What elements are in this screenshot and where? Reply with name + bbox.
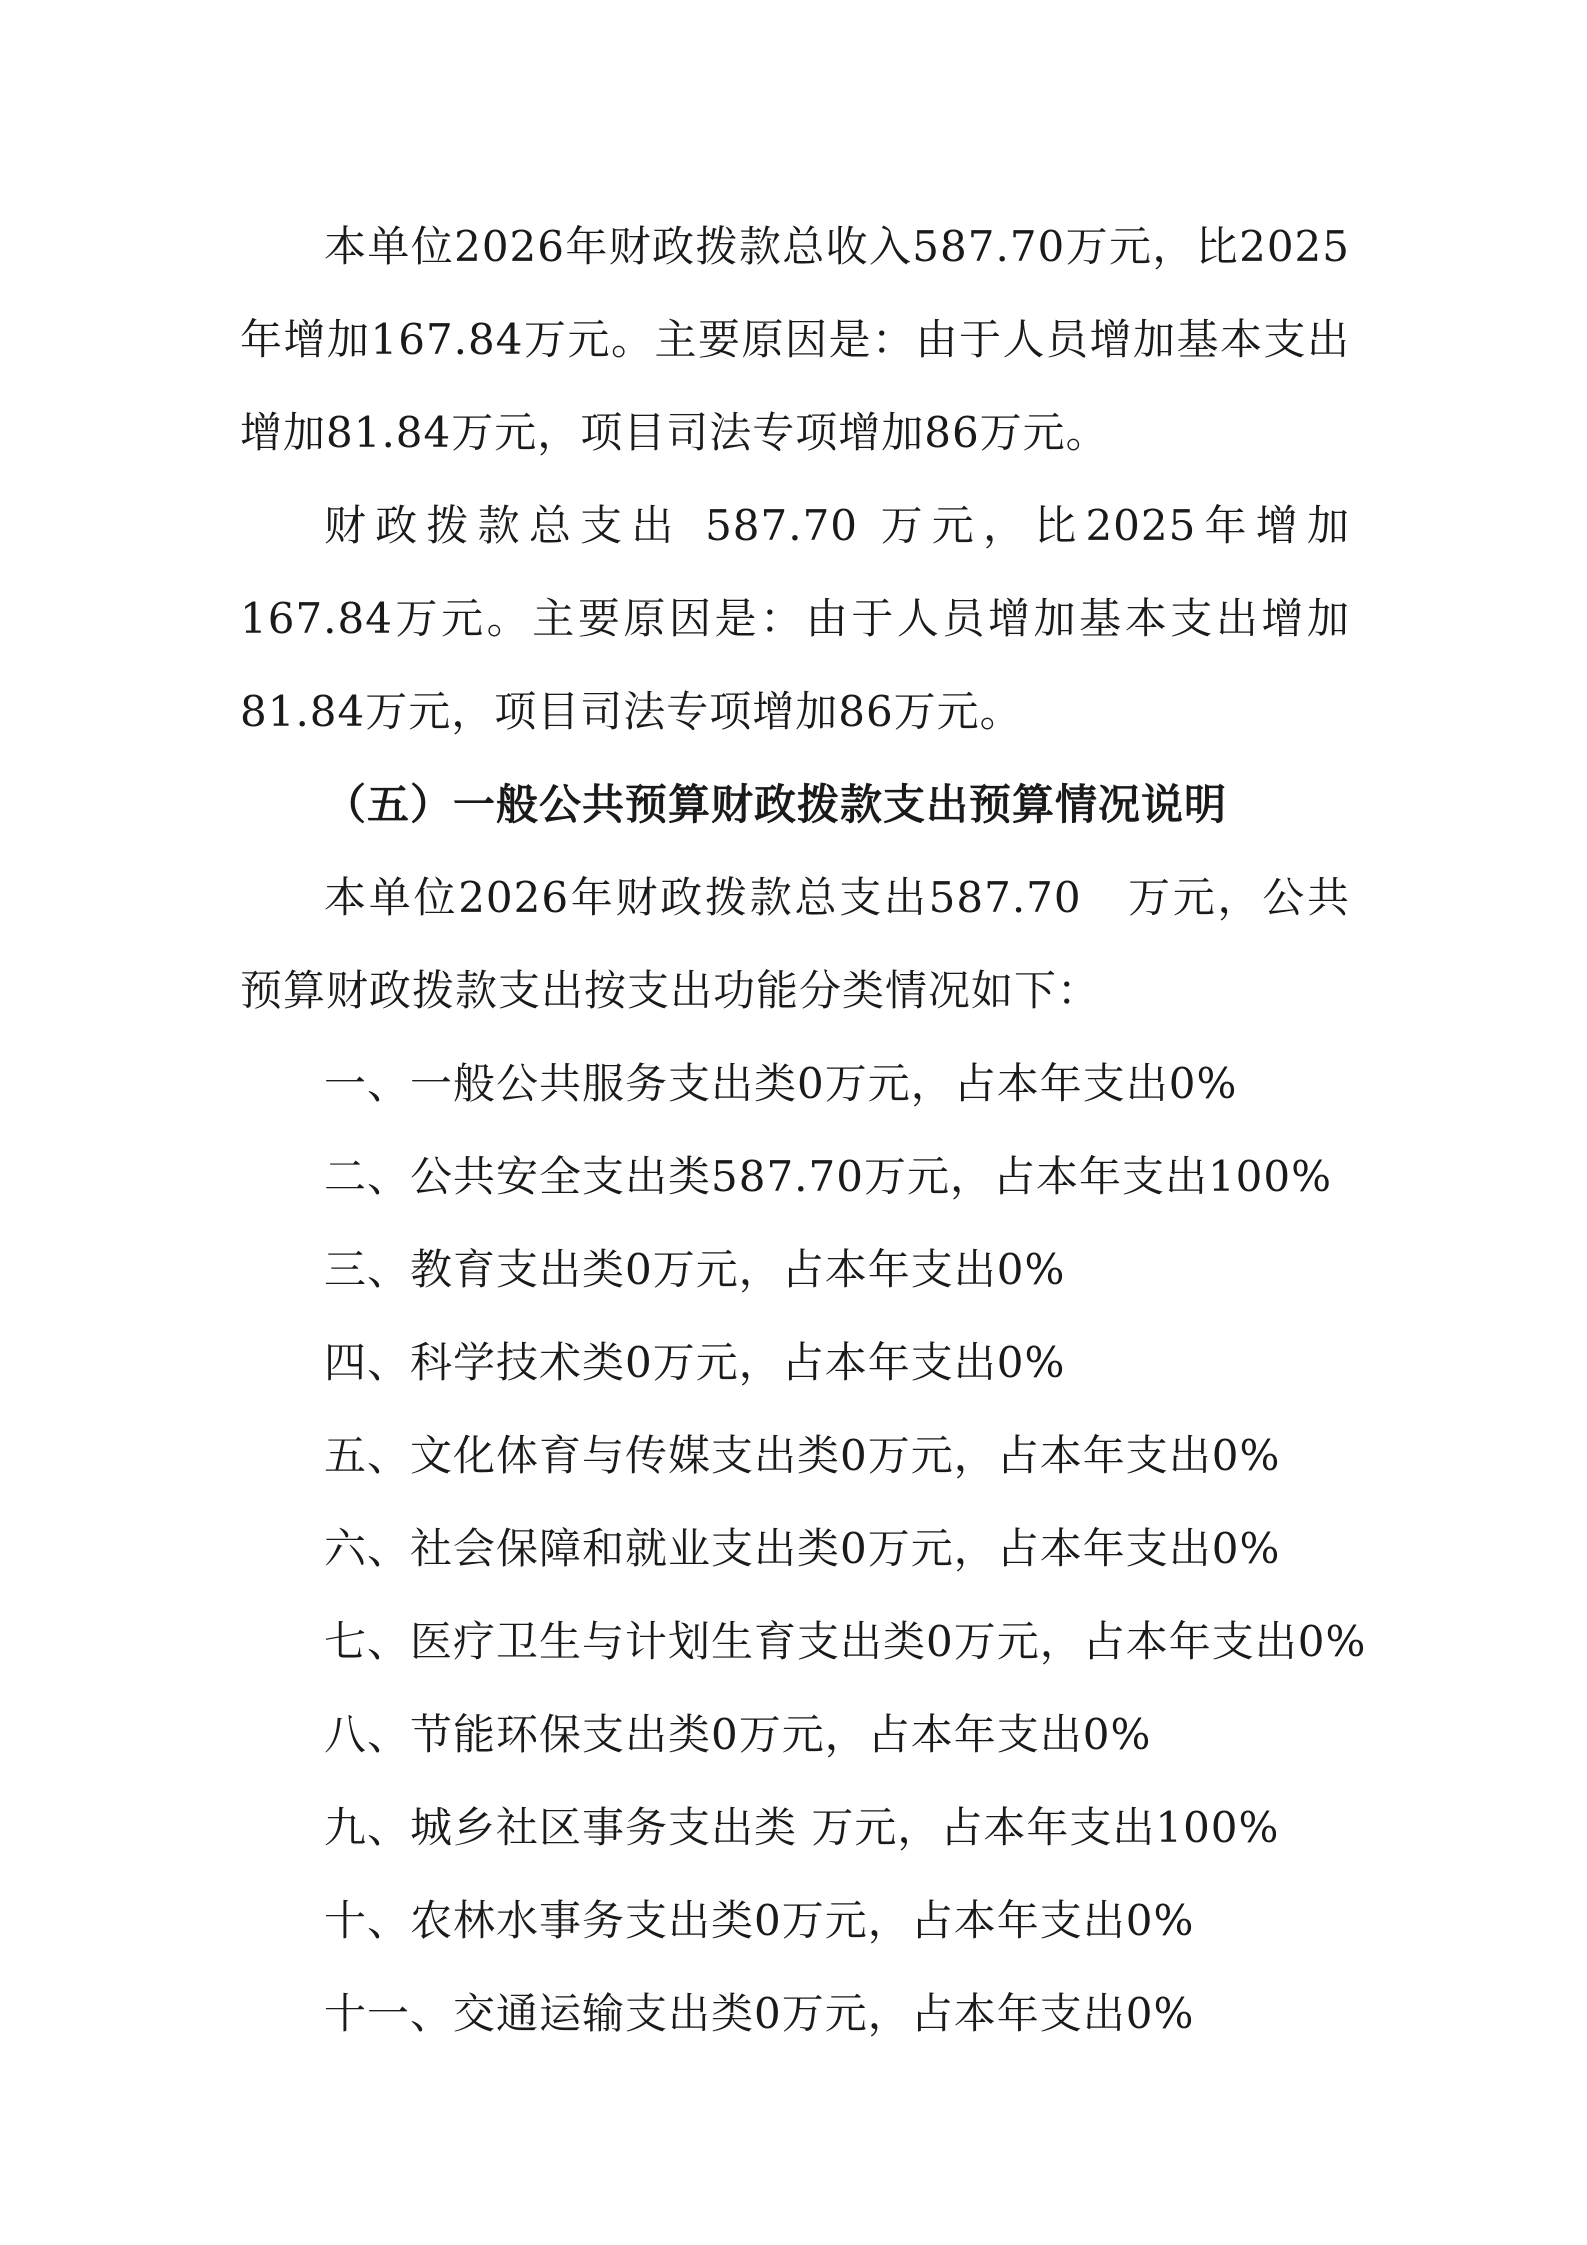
list-item: 七、医疗卫生与计划生育支出类0万元，占本年支出0% (324, 1617, 1367, 1666)
list-item: 五、文化体育与传媒支出类0万元，占本年支出0% (324, 1431, 1281, 1480)
list-item: 三、教育支出类0万元，占本年支出0% (324, 1245, 1066, 1294)
list-item: 九、城乡社区事务支出类 万元，占本年支出100% (324, 1803, 1280, 1852)
paragraph-intro: 本单位2026年财政拨款总支出587.70 万元，公共预算财政拨款支出按支出功能分类情况如下： (240, 873, 1350, 1015)
list-item: 十、农林水事务支出类0万元，占本年支出0% (324, 1896, 1195, 1945)
paragraph-revenue: 本单位2026年财政拨款总收入587.70万元，比2025年增加167.84万元。主要原因是：由于人员增加基本支出增加81.84万元，项目司法专项增加86万元。 (240, 222, 1350, 457)
expenditure-category-list (240, 1037, 1367, 2060)
paragraph-expenditure: 财政拨款总支出 587.70 万元，比2025年增加167.84万元。主要原因是：由于人员增加基本支出增加81.84万元，项目司法专项增加86万元。 (240, 501, 1350, 736)
list-item: 二、公共安全支出类587.70万元，占本年支出100% (324, 1152, 1333, 1201)
list-item: 八、节能环保支出类0万元，占本年支出0% (324, 1710, 1152, 1759)
document-page (240, 200, 1367, 2060)
list-item: 一、一般公共服务支出类0万元，占本年支出0% (324, 1059, 1238, 1108)
list-item: 六、社会保障和就业支出类0万元，占本年支出0% (324, 1524, 1281, 1573)
list-item: 十一、交通运输支出类0万元，占本年支出0% (324, 1989, 1195, 2038)
list-item: 四、科学技术类0万元，占本年支出0% (324, 1338, 1066, 1387)
section-heading: （五）一般公共预算财政拨款支出预算情况说明 (324, 780, 1228, 829)
